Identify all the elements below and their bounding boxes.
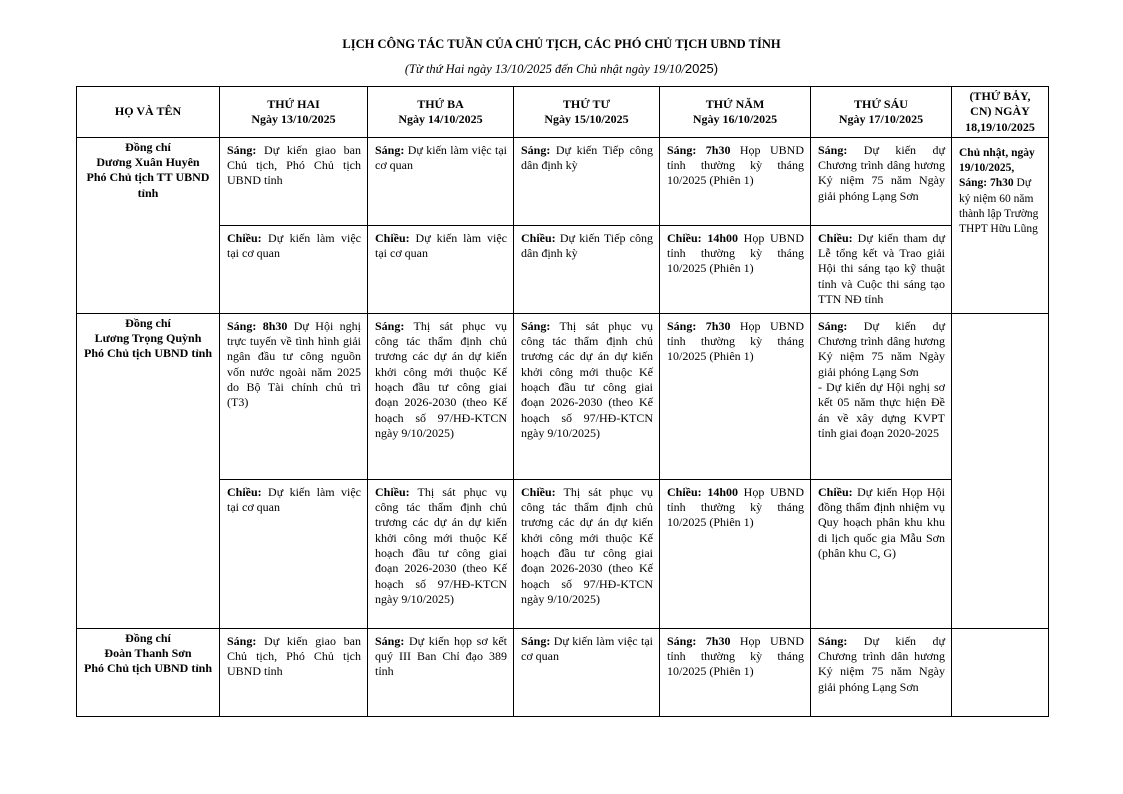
person-position: Phó Chủ tịch TT UBND tỉnh (86, 170, 210, 200)
session-text: Họp UBND tỉnh thường kỳ tháng 10/2025 (Phiên 1) (667, 230, 805, 276)
session-label: Chiều: (818, 230, 853, 245)
schedule-cell (660, 628, 811, 716)
schedule-cell (514, 313, 660, 479)
session-text: Họp UBND tỉnh thường kỳ tháng 10/2025 (Phiên 1) (667, 318, 804, 364)
session-label: Sáng: 8h30 (227, 318, 288, 333)
header-date: Ngày 13/10/2025 (251, 111, 336, 126)
header-day: THỨ SÁU (854, 96, 908, 111)
schedule-cell (811, 137, 952, 225)
session-text: Họp UBND tỉnh thường kỳ tháng 10/2025 (Phiên 1) (667, 633, 804, 679)
session-text: Thị sát phục vụ công tác thẩm định chủ trương các dự án dự kiến khởi công mới thuộc Kế hoạch đầu tư công giai đoạn 2026-2030 (theo Kế hoạch số 97/HĐ-KTCN ngày 9/10/2025) (375, 318, 507, 440)
session-label: Chiều: (375, 230, 410, 245)
session-text: Dự kiến dự Chương trình dân hương Kỷ niệm 75 năm Ngày giải phóng Lạng Sơn (818, 633, 945, 694)
person-position: Phó Chủ tịch UBND tỉnh (83, 661, 213, 676)
person-position: Phó Chủ tịch UBND tỉnh (83, 346, 213, 361)
schedule-cell (368, 479, 514, 628)
schedule-cell (811, 479, 952, 628)
table-row (77, 137, 1049, 225)
session-text: Dự kiến làm việc tại cơ quan (227, 484, 361, 515)
session-text: Dự kiến làm việc tại cơ quan (375, 230, 507, 261)
subtitle-year: 2025) (684, 61, 719, 76)
session-label: Sáng: (375, 633, 405, 648)
session-text: Dự kiến giao ban Chủ tịch, Phó Chủ tịch UBND tỉnh (227, 633, 361, 679)
header-day: THỨ BA (417, 96, 464, 111)
session-label: Chiều: 14h00 (667, 230, 739, 245)
session-text: Dự kiến Tiếp công dân định kỳ (521, 142, 653, 173)
person-cell (77, 313, 220, 628)
session-text: Họp UBND tỉnh thường kỳ tháng 10/2025 (Phiên 1) (667, 484, 805, 530)
document-subtitle (0, 61, 1123, 77)
session-text: Dự kiến tham dự Lễ tổng kết và Trao giải Hội thi sáng tạo kỹ thuật tỉnh và Cuộc thi sáng tạo TTN NĐ tỉnh (818, 230, 945, 307)
session-label: Sáng: (521, 633, 551, 648)
header-tuesday (368, 87, 514, 138)
weekend-cell (952, 313, 1049, 628)
session-label: Chiều: 14h00 (667, 484, 739, 499)
schedule-cell (660, 225, 811, 313)
header-row (77, 87, 1049, 138)
session-label: Chiều: (227, 230, 262, 245)
session-label: Sáng: (227, 633, 257, 648)
table-row (77, 479, 1049, 628)
header-weekend-line: (THỨ BẢY, (969, 89, 1031, 103)
session-text: Dự kiến làm việc tại cơ quan (375, 142, 507, 173)
person-title: Đồng chí (125, 315, 171, 330)
session-label: Chủ nhật, ngày 19/10/2025, Sáng: 7h30 (959, 146, 1035, 190)
person-name: Đoàn Thanh Sơn (104, 646, 192, 661)
header-friday (811, 87, 952, 138)
session-label: Sáng: (375, 142, 405, 157)
header-date: Ngày 14/10/2025 (398, 111, 483, 126)
schedule-cell (660, 479, 811, 628)
schedule-cell (514, 137, 660, 225)
header-day: THỨ TƯ (562, 96, 611, 111)
session-label: Sáng: 7h30 (667, 633, 731, 648)
header-wednesday (514, 87, 660, 138)
document-title: LỊCH CÔNG TÁC TUẦN CỦA CHỦ TỊCH, CÁC PHÓ CHỦ TỊCH UBND TỈNH (342, 37, 781, 51)
schedule-cell (660, 137, 811, 225)
session-text: Dự kiến làm việc tại cơ quan (227, 230, 361, 261)
session-label: Chiều: (521, 230, 556, 245)
session-text: Dự kiến dự Chương trình dâng hương Kỷ niệm 75 năm Ngày giải phóng Lạng Sơn (818, 142, 945, 203)
session-label: Sáng: (521, 318, 551, 333)
session-label: Sáng: (818, 318, 848, 333)
session-label: Chiều: (818, 484, 853, 499)
session-text: Thị sát phục vụ công tác thẩm định chủ trương các dự án dự kiến khởi công mới thuộc Kế hoạch đầu tư công giai đoạn 2026-2030 (theo Kế hoạch số 97/HĐ-KTCN ngày 9/10/2025) (521, 318, 653, 440)
schedule-cell (368, 628, 514, 716)
header-date: Ngày 17/10/2025 (838, 111, 924, 126)
header-weekend-line: CN) NGÀY (970, 104, 1030, 119)
schedule-cell (220, 225, 368, 313)
header-date: Ngày 16/10/2025 (692, 111, 778, 126)
session-text: Dự kỷ niệm 60 năm thành lập Trường THPT Hữu Lũng (959, 177, 1039, 236)
person-title: Đồng chí (125, 139, 171, 154)
schedule-cell (811, 225, 952, 313)
session-text: Họp UBND tỉnh thường kỳ tháng 10/2025 (Phiên 1) (667, 142, 804, 188)
session-text: Dự kiến Họp Hội đồng thẩm định nhiệm vụ Quy hoạch phân khu khu di lịch quốc gia Mẫu Sơn (phân khu C, G) (818, 484, 945, 561)
session-text: Dự Hội nghị trực tuyến về tình hình giải ngân đầu tư công nguồn vốn nước ngoài năm 2025 do Bộ Tài chính chủ trì (T3) (227, 318, 361, 410)
person-title: Đồng chí (125, 630, 171, 645)
schedule-table (76, 86, 1049, 717)
session-label: Sáng: (818, 142, 848, 157)
table-row (77, 628, 1049, 716)
schedule-cell (220, 137, 368, 225)
schedule-cell (368, 313, 514, 479)
person-cell (77, 137, 220, 313)
header-weekend-line: 18,19/10/2025 (965, 119, 1035, 134)
header-thursday (660, 87, 811, 138)
session-label: Sáng: (818, 633, 848, 648)
session-label: Sáng: (375, 318, 405, 333)
header-day: THỨ HAI (267, 96, 320, 111)
subtitle-date-range: (Từ thứ Hai ngày 13/10/2025 đến Chủ nhật ngày 19/10/ (404, 62, 685, 76)
header-date: Ngày 15/10/2025 (544, 111, 629, 126)
schedule-cell (220, 628, 368, 716)
session-label: Sáng: (227, 142, 257, 157)
schedule-cell (220, 313, 368, 479)
schedule-cell (514, 479, 660, 628)
header-day: THỨ NĂM (705, 96, 765, 111)
session-text: Dự kiến dự Chương trình dâng hương Kỷ niệm 75 năm Ngày giải phóng Lạng Sơn (818, 318, 945, 379)
session-text: Dự kiến Tiếp công dân định kỳ (521, 230, 653, 261)
session-text: Dự kiến làm việc tại cơ quan (521, 633, 653, 664)
schedule-cell (368, 225, 514, 313)
schedule-cell (514, 225, 660, 313)
session-label: Chiều: (227, 484, 262, 499)
session-text: Thị sát phục vụ công tác thẩm định chủ trương các dự án dự kiến khởi công mới thuộc Kế hoạch đầu tư công giai đoạn 2026-2030 (theo Kế hoạch số 97/HĐ-KTCN ngày 9/10/2025) (521, 484, 653, 606)
session-text: Thị sát phục vụ công tác thẩm định chủ trương các dự án dự kiến khởi công mới thuộc Kế hoạch đầu tư công giai đoạn 2026-2030 (theo Kế hoạch số 97/HĐ-KTCN ngày 9/10/2025) (375, 484, 507, 606)
person-name: Dương Xuân Huyên (96, 155, 200, 170)
person-name: Lương Trọng Quỳnh (94, 331, 202, 346)
schedule-cell (514, 628, 660, 716)
session-label: Sáng: 7h30 (667, 318, 731, 333)
session-text: Dự kiến họp sơ kết quý III Ban Chỉ đạo 389 tỉnh (375, 633, 507, 679)
header-monday (220, 87, 368, 138)
person-cell (77, 628, 220, 716)
header-name: HỌ VÀ TÊN (77, 87, 220, 138)
schedule-cell (220, 479, 368, 628)
session-label: Chiều: (521, 484, 556, 499)
table-row (77, 313, 1049, 479)
schedule-cell (811, 313, 952, 479)
schedule-cell (368, 137, 514, 225)
session-text: Dự kiến giao ban Chủ tịch, Phó Chủ tịch UBND tỉnh (227, 142, 361, 188)
schedule-cell (660, 313, 811, 479)
session-extra-text: - Dự kiến dự Hội nghị sơ kết 05 năm thực hiện Đề án về xây dựng KVPT tỉnh giai đoạn 2020-2025 (818, 380, 945, 440)
weekend-cell (952, 628, 1049, 716)
table-row (77, 225, 1049, 313)
header-weekend (952, 87, 1049, 138)
schedule-cell (811, 628, 952, 716)
session-label: Chiều: (375, 484, 410, 499)
weekend-cell (952, 137, 1049, 313)
session-label: Sáng: (521, 142, 551, 157)
session-label: Sáng: 7h30 (667, 142, 731, 157)
